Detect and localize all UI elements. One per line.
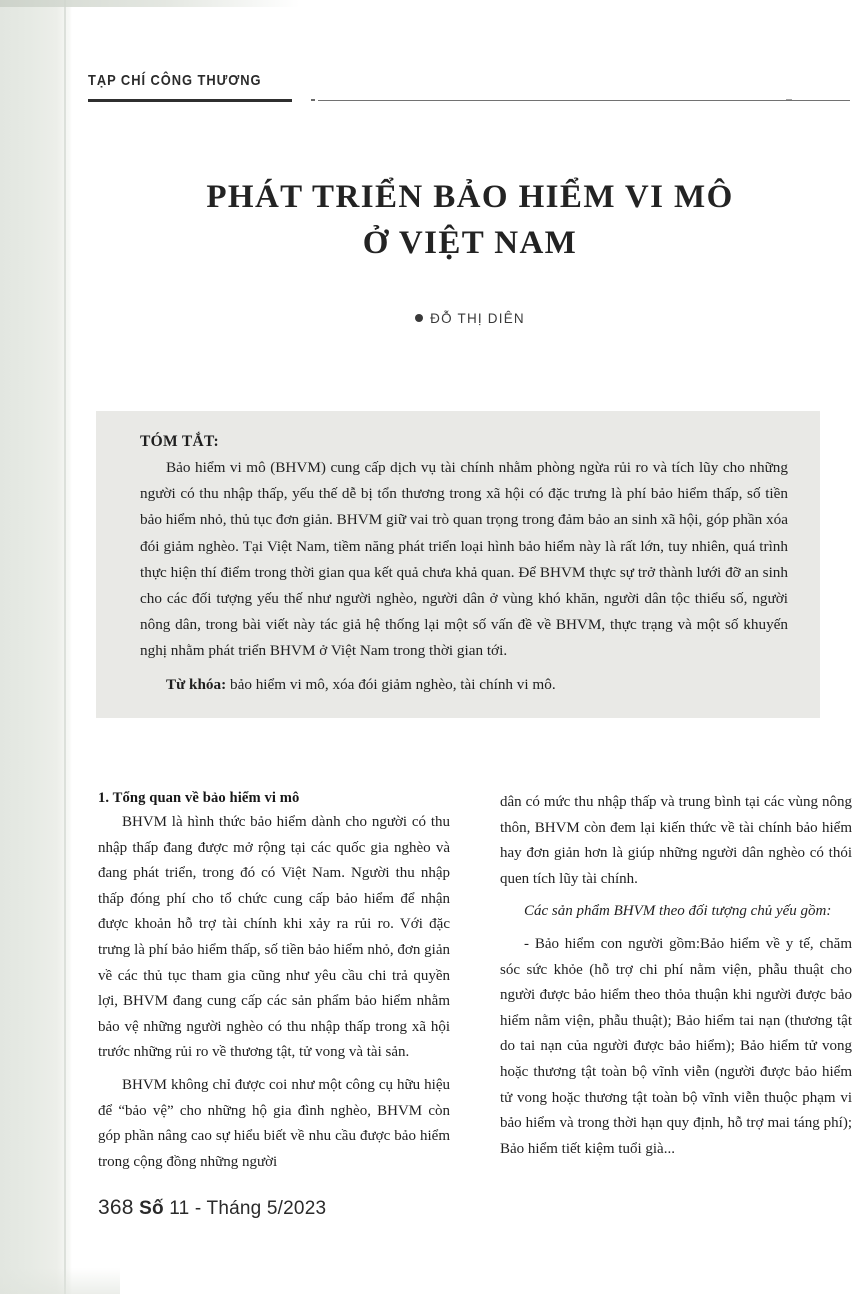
masthead-rule-thick (88, 99, 292, 102)
scan-edge-gutter (0, 0, 72, 1294)
masthead-rule-dash-right (786, 99, 792, 100)
footer-issue-label: Số (139, 1198, 164, 1219)
author-byline (72, 311, 868, 326)
right-list-item-1: - Bảo hiểm con người gồm:Bảo hiểm về y tế, chăm sóc sức khỏe (hỗ trợ chi phí nằm viện, phẫu thuật cho người được bảo hiểm theo thỏa thuận khi người được bảo hiểm nằm viện, phẫu thuật); Bảo hiểm tai nạn (thương tật do tai nạn của người được bảo hiểm); Bảo hiểm tử vong hoặc thương tật toàn bộ vĩnh viễn (người được bảo hiểm tử vong hoặc thương tật toàn bộ vĩnh viễn thuộc phạm vi bảo hiểm và trong thời hạn quy định, hỗ trợ mai táng phí); Bảo hiểm tiết kiệm tuổi già... (500, 935, 852, 1157)
keywords-label: Từ khóa: (166, 675, 227, 693)
masthead (88, 72, 388, 89)
author-name: ĐỖ THỊ DIÊN (430, 311, 525, 326)
journal-masthead-title: TẠP CHÍ CÔNG THƯƠNG (88, 72, 262, 89)
body-columns (96, 790, 852, 1180)
footer-page-number: 368 (98, 1196, 134, 1219)
keywords-value: bảo hiểm vi mô, xóa đói giảm nghèo, tài chính vi mô. (226, 675, 556, 693)
footer-issue-value: 11 - Tháng 5/2023 (163, 1198, 327, 1219)
page-footer (98, 1196, 326, 1220)
abstract-keywords (140, 672, 788, 698)
scan-edge-line (64, 0, 66, 1294)
right-continuation-paragraph: dân có mức thu nhập thấp và trung bình tại các vùng nông thôn, BHVM còn đem lại kiến thức về tài chính bảo hiểm hay đơn giản hơn là giúp những người dân nghèo có thói quen tích lũy tài chính. (500, 794, 852, 887)
page-sheet (72, 0, 868, 1294)
column-right (500, 790, 852, 1162)
left-paragraph-2: BHVM không chỉ được coi như một công cụ hữu hiệu để “bảo vệ” cho những hộ gia đình nghèo, BHVM còn góp phần nâng cao sự hiểu biết về nhu cầu được bảo hiểm trong cộng đồng những người (98, 1076, 450, 1170)
abstract-panel (96, 411, 820, 718)
column-left (98, 790, 450, 1175)
masthead-rule-thin (318, 100, 850, 101)
abstract-heading: TÓM TẮT: (140, 433, 219, 450)
bullet-icon (415, 314, 423, 322)
article-title-line-2: Ở VIỆT NAM (362, 225, 578, 262)
article-title (72, 174, 868, 266)
masthead-rule-dash-left (311, 99, 315, 101)
article-title-line-1: PHÁT TRIỂN BẢO HIỂM VI MÔ (206, 179, 734, 216)
right-italic-lead: Các sản phẩm BHVM theo đối tượng chủ yếu gồm: (524, 903, 832, 920)
left-paragraph-1: BHVM là hình thức bảo hiểm dành cho người có thu nhập thấp đang được mở rộng tại các quốc gia nghèo và đang phát triển, trong đó có Việt Nam. Người thu nhập thấp đóng phí cho tổ chức cung cấp bảo hiểm để nhận được khoản hỗ trợ tài chính khi xảy ra rủi ro. Với đặc trưng là phí bảo hiểm thấp, số tiền bảo hiểm nhỏ, đơn giản về các thủ tục tham gia cũng như yêu cầu chi trả quyền lợi, BHVM đang cung cấp các sản phẩm bảo hiểm nhằm bảo vệ những người nghèo có thu nhập thấp trong xã hội trước những rủi ro về thương tật, tử vong và tài sản. (98, 814, 450, 1061)
section-heading-1: 1. Tổng quan về bảo hiểm vi mô (98, 790, 300, 806)
abstract-body-text: Bảo hiểm vi mô (BHVM) cung cấp dịch vụ tài chính nhằm phòng ngừa rủi ro và tích lũy cho những người có thu nhập thấp, yếu thế dễ bị tổn thương trong xã hội có đặc trưng là phí bảo hiểm thấp, số tiền bảo hiểm nhỏ, thủ tục đơn giản. BHVM giữ vai trò quan trọng trong đảm bảo an sinh xã hội, góp phần xóa đói giảm nghèo. Tại Việt Nam, tiềm năng phát triển loại hình bảo hiểm này là rất lớn, tuy nhiên, quá trình thực hiện thí điểm trong thời gian qua kết quả chưa khả quan. Để BHVM thực sự trở thành lưới đỡ an sinh cho các đối tượng yếu thế như người nghèo, người dân ở vùng khó khăn, người dân tộc thiểu số, người nông dân, trong bài viết này tác giả hệ thống lại một số vấn đề về BHVM, thực trạng và một số khuyến nghị nhằm phát triển BHVM ở Việt Nam trong thời gian tới. (140, 459, 788, 660)
